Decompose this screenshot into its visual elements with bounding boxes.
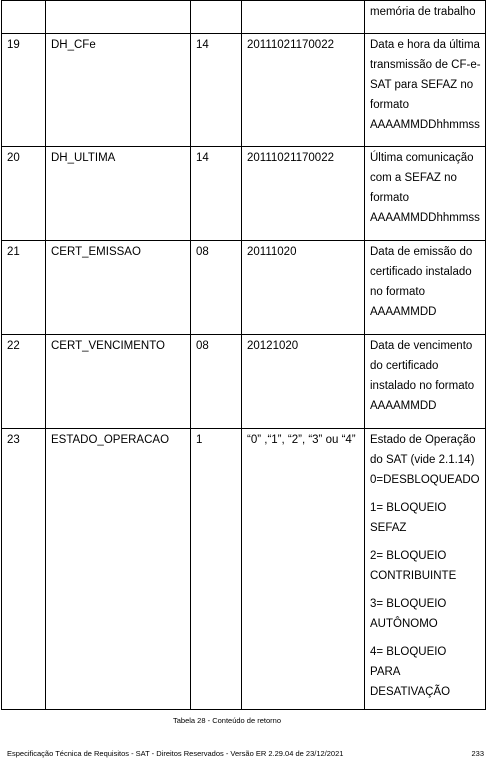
description-line: Data de vencimento <box>370 340 473 352</box>
description-line: Data e hora da última <box>370 39 480 51</box>
description-line: AAAAMMDD <box>370 400 437 412</box>
size-cell: 14 <box>191 34 242 147</box>
field-cell: CERT_EMISSAO <box>46 241 191 335</box>
num-cell: 19 <box>2 34 46 147</box>
description-cell <box>365 335 486 429</box>
description-line: PARA <box>370 666 401 678</box>
description-line: 0=DESBLOQUEADO <box>370 474 480 486</box>
description-line: 2= BLOQUEIO <box>370 550 447 562</box>
description-line: AAAAMMDDhhmmss <box>370 212 480 224</box>
field-cell: ESTADO_OPERACAO <box>46 429 191 710</box>
num-cell: 20 <box>2 147 46 241</box>
description-group <box>370 594 480 634</box>
description-line: transmissão de CF-e- <box>370 59 481 71</box>
page-number: 233 <box>471 749 484 758</box>
example-cell: 20111020 <box>242 241 365 335</box>
description-cell <box>365 429 486 710</box>
example-cell: 20121020 <box>242 335 365 429</box>
description-line: AUTÔNOMO <box>370 618 438 630</box>
description-line: com a SEFAZ no <box>370 172 457 184</box>
description-group <box>370 430 480 490</box>
description-line: Última comunicação <box>370 152 474 164</box>
description-line: certificado instalado <box>370 266 472 278</box>
description-line: Data de emissão do <box>370 246 473 258</box>
description-line: SEFAZ <box>370 522 407 534</box>
footer-text: Especificação Técnica de Requisitos - SAT - Direitos Reservados - Versão ER 2.29.04 de 23/12/2021 <box>7 749 344 758</box>
description-cell <box>365 1 486 34</box>
description-line: no formato <box>370 286 425 298</box>
num-cell <box>2 1 46 34</box>
description-line: memória de trabalho <box>370 6 476 18</box>
return-content-table <box>1 0 486 710</box>
field-cell: DH_CFe <box>46 34 191 147</box>
description-line: do SAT (vide 2.1.14) <box>370 454 475 466</box>
description-line: DESATIVAÇÃO <box>370 686 451 698</box>
description-group <box>370 498 480 538</box>
size-cell <box>191 1 242 34</box>
field-cell: CERT_VENCIMENTO <box>46 335 191 429</box>
num-cell: 21 <box>2 241 46 335</box>
field-cell: DH_ULTIMA <box>46 147 191 241</box>
description-line: 1= BLOQUEIO <box>370 502 447 514</box>
description-group <box>370 642 480 702</box>
table-caption: Tabela 28 - Conteúdo de retorno <box>173 716 281 725</box>
size-cell: 14 <box>191 147 242 241</box>
example-cell <box>242 1 365 34</box>
description-line: formato <box>370 99 409 111</box>
description-cell <box>365 147 486 241</box>
description-line: 3= BLOQUEIO <box>370 598 447 610</box>
table-row-continuation <box>2 1 486 34</box>
page-footer <box>7 749 484 758</box>
table-row <box>2 429 486 710</box>
description-line: 4= BLOQUEIO <box>370 646 447 658</box>
description-line: Estado de Operação <box>370 434 476 446</box>
num-cell: 23 <box>2 429 46 710</box>
description-line: CONTRIBUINTE <box>370 570 457 582</box>
example-cell: 20111021170022 <box>242 34 365 147</box>
description-line: formato <box>370 192 409 204</box>
description-line: do certificado <box>370 360 439 372</box>
field-cell <box>46 1 191 34</box>
table-row <box>2 241 486 335</box>
description-line: AAAAMMDDhhmmss <box>370 119 480 131</box>
table-row <box>2 147 486 241</box>
size-cell: 1 <box>191 429 242 710</box>
description-group <box>370 546 480 586</box>
size-cell: 08 <box>191 335 242 429</box>
example-cell: 20111021170022 <box>242 147 365 241</box>
description-line: AAAAMMDD <box>370 306 437 318</box>
description-line: instalado no formato <box>370 380 475 392</box>
example-cell: “0” ,“1”, “2”, “3” ou “4” <box>242 429 365 710</box>
table-row <box>2 34 486 147</box>
num-cell: 22 <box>2 335 46 429</box>
size-cell: 08 <box>191 241 242 335</box>
description-cell <box>365 241 486 335</box>
table-row <box>2 335 486 429</box>
description-line: SAT para SEFAZ no <box>370 79 474 91</box>
description-cell <box>365 34 486 147</box>
